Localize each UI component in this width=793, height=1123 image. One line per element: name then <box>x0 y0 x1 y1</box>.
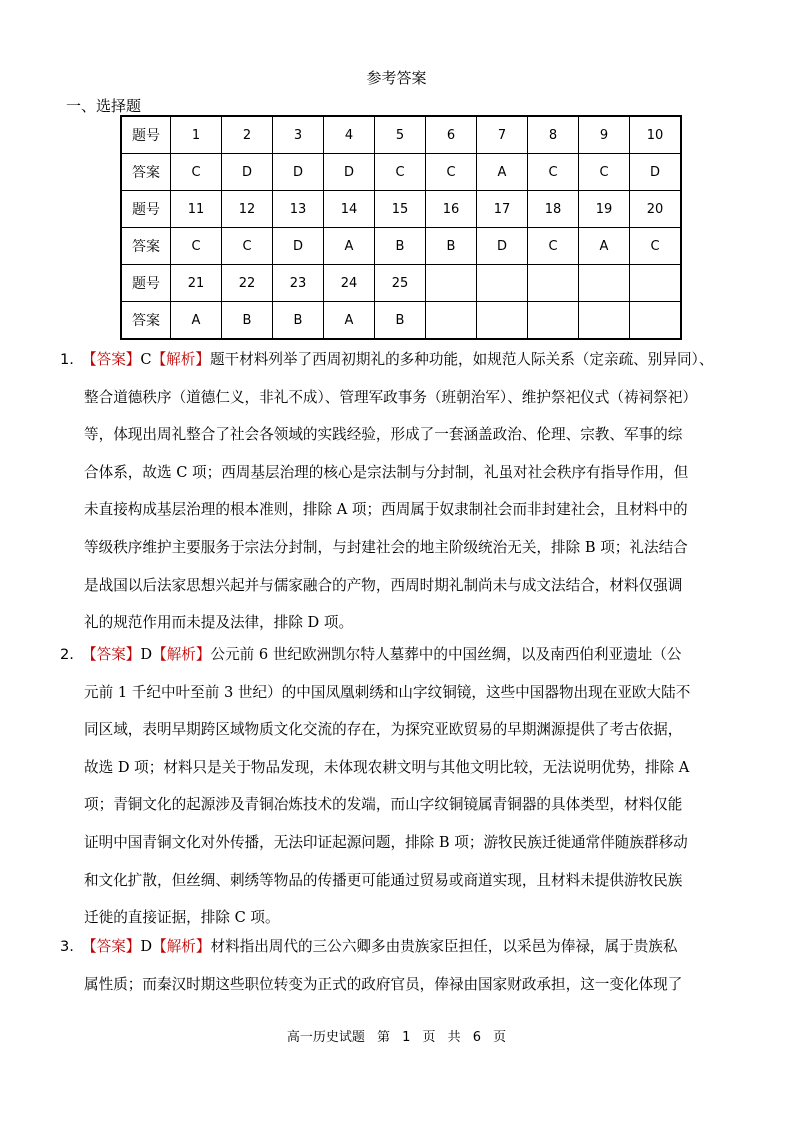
line-text: 元前 1 千纪中叶至前 3 世纪）的中国凤凰刺绣和山字纹铜镜，这些中国器物出现在亚欧大陆不 <box>84 683 691 701</box>
table-cell: 1 <box>171 116 222 154</box>
table-cell: 5 <box>375 116 426 154</box>
question-number: 1. <box>60 351 74 368</box>
answer-letter: D <box>140 938 153 955</box>
question-line <box>60 674 750 712</box>
line-text: 等，体现出周礼整合了社会各领域的实践经验，形成了一套涵盖政治、伦理、宗教、军事的综 <box>84 426 683 444</box>
table-cell: 22 <box>222 265 273 302</box>
line-text: 等级秩序维护主要服务于宗法分封制，与封建社会的地主阶级统治无关，排除 B 项；礼法结合 <box>84 538 688 556</box>
page-footer: 高一历史试题 第 1 页 共 6 页 <box>286 1030 507 1045</box>
table-cell: C <box>630 228 682 265</box>
table-cell: 21 <box>171 265 222 302</box>
answer-letter: D <box>140 646 153 663</box>
table-cell: 9 <box>579 116 630 154</box>
table-cell: A <box>171 302 222 340</box>
table-cell: 24 <box>324 265 375 302</box>
table-cell: C <box>579 154 630 191</box>
question-line <box>60 341 750 379</box>
line-text: 公元前 6 世纪欧洲凯尔特人墓葬中的中国丝绸，以及南西伯利亚遗址（公 <box>210 646 682 663</box>
table-cell <box>630 302 682 340</box>
line-text: 整合道德秩序（道德仁义，非礼不成）、管理军政事务（班朝治军）、维护祭祀仪式（祷祠祭祀） <box>84 388 697 406</box>
line-text: 同区域，表明早期跨区域物质文化交流的存在，为探究亚欧贸易的早期渊源提供了考古依据， <box>84 721 683 739</box>
question-line <box>60 966 750 1004</box>
line-text: 属性质；而秦汉时期这些职位转变为正式的政府官员，俸禄由国家财政承担，这一变化体现了 <box>84 975 683 993</box>
analysis-tag: 【解析】 <box>151 351 210 368</box>
table-cell <box>528 265 579 302</box>
table-cell: 17 <box>477 191 528 228</box>
table-cell: 4 <box>324 116 375 154</box>
table-row <box>121 228 681 265</box>
table-row <box>121 154 681 191</box>
table-cell: 6 <box>426 116 477 154</box>
table-row <box>121 302 681 340</box>
analysis-tag: 【解析】 <box>152 938 211 955</box>
table-cell: B <box>375 228 426 265</box>
question-line <box>60 636 750 674</box>
line-text: 礼的规范作用而未提及法律，排除 D 项。 <box>84 614 354 632</box>
table-cell: 13 <box>273 191 324 228</box>
table-cell: 11 <box>171 191 222 228</box>
table-cell <box>579 265 630 302</box>
table-cell <box>579 302 630 340</box>
answer-tag: 【答案】 <box>82 646 141 663</box>
table-cell: 25 <box>375 265 426 302</box>
question-line <box>60 567 750 605</box>
table-cell: C <box>171 154 222 191</box>
table-cell: 23 <box>273 265 324 302</box>
table-cell: 18 <box>528 191 579 228</box>
table-cell: A <box>477 154 528 191</box>
line-text: 是战国以后法家思想兴起并与儒家融合的产物，西周时期礼制尚未与成文法结合，材料仅强调 <box>84 576 683 594</box>
table-row <box>121 116 681 154</box>
table-cell: C <box>375 154 426 191</box>
analysis-tag: 【解析】 <box>152 646 211 663</box>
table-cell: 14 <box>324 191 375 228</box>
answer-table <box>120 115 682 340</box>
question-line <box>60 928 750 966</box>
row-label: 答案 <box>121 154 171 191</box>
table-cell: 7 <box>477 116 528 154</box>
question-line <box>60 491 750 529</box>
row-label: 题号 <box>121 265 171 302</box>
table-cell <box>477 302 528 340</box>
table-cell <box>528 302 579 340</box>
table-cell: B <box>426 228 477 265</box>
answer-letter: C <box>140 351 152 368</box>
table-cell: C <box>528 228 579 265</box>
row-label: 答案 <box>121 228 171 265</box>
table-cell: B <box>375 302 426 340</box>
table-cell: 12 <box>222 191 273 228</box>
table-cell: D <box>324 154 375 191</box>
table-cell <box>426 265 477 302</box>
table-cell: C <box>222 228 273 265</box>
question-line <box>60 824 750 862</box>
table-cell: D <box>222 154 273 191</box>
line-text: 未直接构成基层治理的根本准则，排除 A 项；西周属于奴隶制社会而非封建社会，且材料中的 <box>84 501 688 519</box>
table-cell: 16 <box>426 191 477 228</box>
question-number: 3. <box>60 938 74 955</box>
row-label: 答案 <box>121 302 171 340</box>
line-text: 材料指出周代的三公六卿多由贵族家臣担任，以采邑为俸禄，属于贵族私 <box>210 938 678 955</box>
question-line <box>60 711 750 749</box>
table-cell: 19 <box>579 191 630 228</box>
question-line <box>60 529 750 567</box>
question-2 <box>60 636 750 937</box>
row-label: 题号 <box>121 191 171 228</box>
table-cell: 20 <box>630 191 682 228</box>
table-row <box>121 191 681 228</box>
question-3 <box>60 928 750 1003</box>
table-cell: A <box>324 228 375 265</box>
table-cell: C <box>426 154 477 191</box>
table-cell: D <box>477 228 528 265</box>
line-text: 和文化扩散，但丝绸、刺绣等物品的传播更可能通过贸易或商道实现，且材料未提供游牧民族 <box>84 871 683 889</box>
table-cell: 3 <box>273 116 324 154</box>
table-cell <box>630 265 682 302</box>
table-cell: C <box>528 154 579 191</box>
question-line <box>60 416 750 454</box>
question-line <box>60 379 750 417</box>
line-text: 证明中国青铜文化对外传播，无法印证起源问题，排除 B 项；游牧民族迁徙通常伴随族群移动 <box>84 833 688 851</box>
question-line <box>60 862 750 900</box>
line-text: 合体系，故选 C 项；西周基层治理的核心是宗法制与分封制，礼虽对社会秩序有指导作用，但 <box>84 463 689 481</box>
table-cell <box>477 265 528 302</box>
table-cell: 15 <box>375 191 426 228</box>
table-cell: B <box>273 302 324 340</box>
question-1 <box>60 341 750 642</box>
table-cell: 8 <box>528 116 579 154</box>
table-cell: B <box>222 302 273 340</box>
section-heading: 一、选择题 <box>66 97 142 115</box>
table-cell <box>426 302 477 340</box>
row-label: 题号 <box>121 116 171 154</box>
question-line <box>60 454 750 492</box>
table-cell: A <box>579 228 630 265</box>
line-text: 项；青铜文化的起源涉及青铜冶炼技术的发端，而山字纹铜镜属青铜器的具体类型，材料仅能 <box>84 796 683 814</box>
table-row <box>121 265 681 302</box>
answer-tag: 【答案】 <box>82 938 141 955</box>
line-text: 故选 D 项；材料只是关于物品发现，未体现农耕文明与其他文明比较，无法说明优势，排除 A <box>84 758 690 776</box>
table-cell: D <box>273 228 324 265</box>
table-cell: 2 <box>222 116 273 154</box>
table-cell: A <box>324 302 375 340</box>
table-cell: D <box>630 154 682 191</box>
page-title: 参考答案 <box>366 69 427 87</box>
line-text: 迁徙的直接证据，排除 C 项。 <box>84 909 280 927</box>
table-cell: D <box>273 154 324 191</box>
table-cell: C <box>171 228 222 265</box>
answer-tag: 【答案】 <box>82 351 141 368</box>
question-line <box>60 786 750 824</box>
line-text: 题干材料列举了西周初期礼的多种功能，如规范人际关系（定亲疏、别异同）、 <box>209 351 714 368</box>
question-number: 2. <box>60 646 74 663</box>
question-line <box>60 749 750 787</box>
table-cell: 10 <box>630 116 682 154</box>
